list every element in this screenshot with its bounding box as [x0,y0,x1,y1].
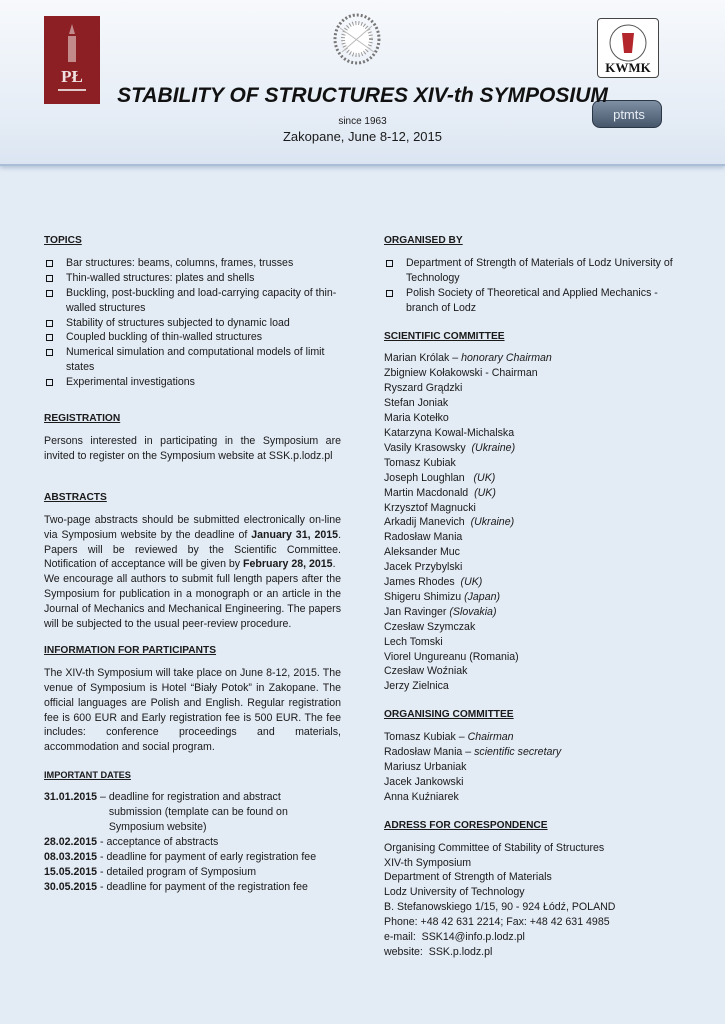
member-name: Zbigniew Kołakowski - Chairman [384,367,538,380]
date-description: detailed program of Symposium [106,865,257,878]
ptmts-text: ptmts [613,107,645,122]
committee-member [384,501,684,516]
member-name: Joseph Loughlan [384,471,474,484]
date-row [44,865,341,880]
topic-item: Thin-walled structures: plates and shells [44,271,341,286]
member-name: Vasily Krasowsky [384,441,472,454]
committee-member [384,790,684,805]
committee-member [384,411,684,426]
topic-item: Buckling, post-buckling and load-carrying capacity of thin-walled structures [44,286,341,316]
abstracts-paragraph-1 [44,513,341,573]
committee-member [384,775,684,790]
header [0,0,725,166]
date-value: 15.05.2015 [44,865,98,878]
member-name: Tomasz Kubiak [384,456,456,469]
committee-member [384,515,684,530]
member-note: (UK) [473,471,496,484]
address-block [384,841,684,960]
abstracts-text: Two-page abstracts should be submitted electronically on-line via Symposium website by the deadline of [44,513,341,541]
since-subtitle: since 1963 [338,116,387,127]
topics-heading: TOPICS [44,235,82,246]
date-row [44,880,341,895]
committee-member [384,635,684,650]
committee-member [384,456,684,471]
committee-member [384,351,684,366]
topic-item: Stability of structures subjected to dynamic load [44,316,341,331]
committee-member [384,679,684,694]
event-place-date: Zakopane, June 8-12, 2015 [282,129,442,144]
committee-member [384,760,684,775]
organising-committee-heading: ORGANISING COMMITTEE [384,709,514,721]
committee-member [384,366,684,381]
date-row [44,850,341,865]
member-name: James Rhodes [384,576,461,589]
member-name: Tomasz Kubiak – [384,731,468,744]
member-note: honorary Chairman [461,352,552,365]
date-value: 28.02.2015 [44,835,98,848]
member-name: Maria Kotełko [384,412,449,425]
scientific-committee-list [384,351,684,694]
date-description: acceptance of abstracts [106,835,219,848]
abstracts-text: . [332,558,336,571]
member-name: Czesław Szymczak [384,620,476,633]
kwmk-text: KWMK [605,60,651,75]
important-dates-list [44,790,341,894]
organiser-item: Polish Society of Theoretical and Applied Mechanics - branch of Lodz [384,286,684,316]
organiser-item: Department of Strength of Materials of Lodz University of Technology [384,256,684,286]
topic-item: Experimental investigations [44,375,341,390]
organisers-list [384,256,684,316]
date-value: 08.03.2015 [44,850,98,863]
information-text: The XIV-th Symposium will take place on June 8-12, 2015. The venue of Symposium is Hotel “Biały Potok” in Zakopane. The official languages are Polish and English. Regular registration fee is 600 EUR and Early registration fee is 500 EUR. The fee includes: conference proceedings and materials, accommodation and social program. [44,666,341,754]
information-heading: INFORMATION FOR PARTICIPANTS [44,644,217,656]
address-line: Phone: +48 42 631 2214; Fax: +48 42 631 4985 [384,916,610,929]
left-column [44,234,341,895]
committee-member [384,486,684,501]
abstracts-deadline: January 31, 2015 [251,528,339,541]
member-name: Marian Królak – [384,352,462,365]
member-name: Ryszard Grądzki [384,382,463,395]
member-name: Aleksander Muc [384,546,460,559]
member-name: Mariusz Urbaniak [384,761,467,773]
committee-member [384,620,684,635]
website-line[interactable]: website: SSK.p.lodz.pl [384,945,493,958]
member-name: Radosław Mania – [384,746,475,759]
member-note: (Ukraine) [471,441,516,454]
topic-item: Numerical simulation and computational models of limit states [44,345,341,375]
member-note: (Ukraine) [470,516,515,529]
member-name: Jan Ravinger [384,605,450,618]
committee-member [384,530,684,545]
topics-list [44,256,341,390]
date-description: deadline for payment of early registration fee [106,850,317,863]
logo-text: PŁ [61,67,83,86]
topic-item: Bar structures: beams, columns, frames, trusses [44,256,341,271]
committee-member [384,590,684,605]
committee-member [384,664,684,679]
address-line: B. Stefanowskiego 1/15, 90 - 924 Łódź, POLAND [384,901,616,914]
date-description: deadline for payment of the registration fee [106,880,308,893]
committee-member [384,745,684,760]
committee-member [384,441,684,456]
email-line[interactable]: e-mail: SSK14@info.p.lodz.pl [384,931,525,944]
topic-item: Coupled buckling of thin-walled structures [44,330,341,345]
date-description: deadline for registration and abstract submission (template can be found on Symposium website) [108,791,288,833]
acceptance-date: February 28, 2015 [243,558,333,571]
member-name: Radosław Mania [384,531,463,544]
committee-member [384,381,684,396]
member-name: Arkadij Manevich [384,516,471,529]
member-name: Czesław Woźniak [384,665,468,678]
address-line: XIV-th Symposium [384,856,472,869]
registration-heading: REGISTRATION [44,413,121,425]
right-column [384,234,684,960]
member-name: Lech Tomski [384,635,443,648]
committee-member [384,730,684,745]
date-separator: - [97,865,107,878]
organised-by-heading: ORGANISED BY [384,235,463,246]
member-name: Shigeru Shimizu [384,590,465,603]
date-separator: - [97,835,107,848]
date-separator: – [97,791,109,804]
important-dates-heading: IMPORTANT DATES [44,770,131,781]
registration-text: Persons interested in participating in the Symposium are invited to register on the Symposium website at SSK.p.lodz.pl [44,434,341,462]
address-line: Department of Strength of Materials [384,871,552,884]
member-note: (UK) [474,486,496,499]
member-name: Jacek Przybylski [384,561,463,574]
scientific-committee-heading: SCIENTIFIC COMMITTEE [384,330,505,342]
committee-member [384,605,684,620]
date-separator: - [97,850,107,863]
member-name: Jacek Jankowski [384,775,464,788]
committee-member [384,426,684,441]
address-line: Organising Committee of Stability of Structures [384,841,605,854]
member-name: Anna Kuźniarek [384,790,459,803]
date-separator: - [97,880,107,893]
committee-member [384,545,684,560]
abstracts-heading: ABSTRACTS [44,491,107,503]
member-note: (UK) [460,576,483,589]
date-value: 30.05.2015 [44,880,98,893]
committee-member [384,396,684,411]
member-name: Viorel Ungureanu (Romania) [384,650,519,663]
committee-member [384,560,684,575]
date-row [44,835,341,850]
abstracts-paragraph-2: We encourage all authors to submit full length papers after the Symposium for publication in a monograph or an article in the Journal of Mechanics and Mechanical Engineering. The papers will be subjected to the usual peer-review procedure. [44,573,341,631]
date-value: 31.01.2015 [44,791,98,804]
date-row [44,790,341,835]
abstracts-text: . Papers will be reviewed by the Scientific Committee. Notification of acceptance will be given by [44,528,342,571]
member-note: scientific secretary [474,746,562,759]
address-line: Lodz University of Technology [384,886,525,899]
committee-member [384,575,684,590]
member-note: (Slovakia) [449,605,497,618]
address-heading: ADRESS FOR CORESPONDENCE [384,819,548,831]
member-note: (Japan) [464,590,501,603]
member-name: Jerzy Zielnica [384,680,449,693]
kwmk-logo [597,18,659,78]
page-title: STABILITY OF STRUCTURES XIV-th SYMPOSIUM [117,84,608,107]
symposium-rings-logo [330,10,384,68]
member-name: Stefan Joniak [384,397,449,410]
member-name: Katarzyna Kowal-Michalska [384,426,515,439]
committee-member [384,650,684,665]
member-name: Krzysztof Magnucki [384,501,476,514]
committee-member [384,471,684,486]
member-note: Chairman [467,731,514,744]
member-name: Martin Macdonald [384,486,475,499]
organising-committee-list [384,730,684,805]
